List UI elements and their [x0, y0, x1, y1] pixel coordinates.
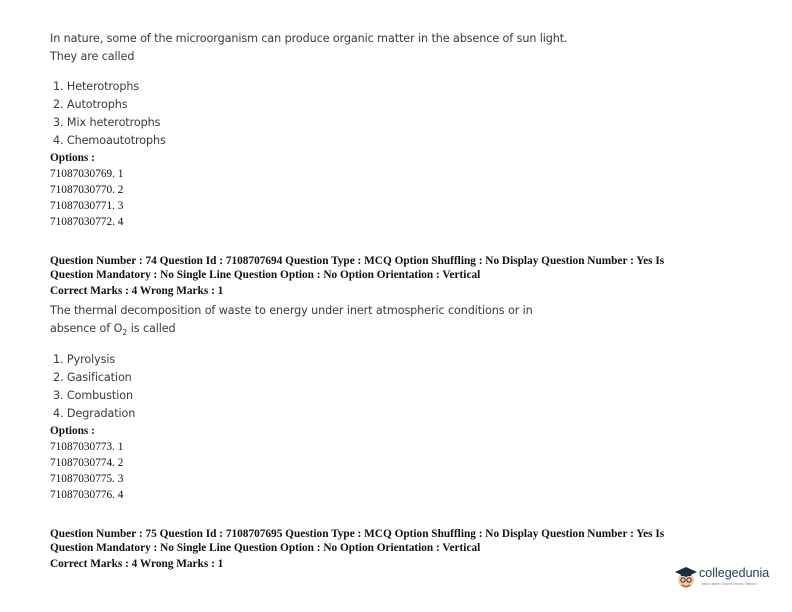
logo-tagline: India's largest Student Review Platform [701, 582, 757, 586]
q75-marks: Correct Marks : 4 Wrong Marks : 1 [50, 558, 224, 570]
q73-option-3: 71087030771. 3 [50, 200, 124, 212]
q73-options-label: Options : [50, 152, 95, 164]
q73-option-2: 71087030770. 2 [50, 184, 124, 196]
q74-choice-1: 1. Pyrolysis [53, 353, 116, 366]
q74-stem-line1: The thermal decomposition of waste to energy under inert atmospheric conditions or in [50, 304, 533, 317]
q74-meta-line1: Question Number : 74 Question Id : 7108707694 Question Type : MCQ Option Shuffling : No Display Question Number : Yes Is [50, 255, 665, 267]
q73-stem-line2: They are called [50, 50, 135, 63]
q73-stem-line1: In nature, some of the microorganism can produce organic matter in the absence of sun light. [50, 32, 568, 45]
q74-stem-pre: absence of O [50, 322, 123, 335]
q73-choice-3: 3. Mix heterotrophs [53, 116, 161, 129]
q75-meta-line2: Question Mandatory : No Single Line Question Option : No Option Orientation : Vertical [50, 542, 481, 554]
q73-choice-1: 1. Heterotrophs [53, 80, 140, 93]
q74-option-1: 71087030773. 1 [50, 441, 124, 453]
q74-stem-line2 [50, 322, 176, 337]
q73-choice-4: 4. Chemoautotrophs [53, 134, 166, 147]
q74-stem-sub: 2 [122, 328, 128, 338]
graduate-mascot-icon [674, 565, 698, 591]
q74-option-2: 71087030774. 2 [50, 457, 124, 469]
logo-name: collegedunia [699, 566, 770, 580]
q73-option-4: 71087030772. 4 [50, 216, 124, 228]
q74-choice-2: 2. Gasification [53, 371, 132, 384]
q74-choice-3: 3. Combustion [53, 389, 133, 402]
q74-marks: Correct Marks : 4 Wrong Marks : 1 [50, 285, 224, 297]
q75-meta-line1: Question Number : 75 Question Id : 7108707695 Question Type : MCQ Option Shuffling : No Display Question Number : Yes Is [50, 528, 665, 540]
q74-choice-4: 4. Degradation [53, 407, 136, 420]
q74-stem-post: is called [127, 322, 176, 335]
collegedunia-logo[interactable] [674, 563, 774, 593]
q74-meta-line2: Question Mandatory : No Single Line Question Option : No Option Orientation : Vertical [50, 269, 481, 281]
q73-choice-2: 2. Autotrophs [53, 98, 128, 111]
q74-options-label: Options : [50, 425, 95, 437]
q74-option-4: 71087030776. 4 [50, 489, 124, 501]
q74-option-3: 71087030775. 3 [50, 473, 124, 485]
q73-option-1: 71087030769. 1 [50, 168, 124, 180]
